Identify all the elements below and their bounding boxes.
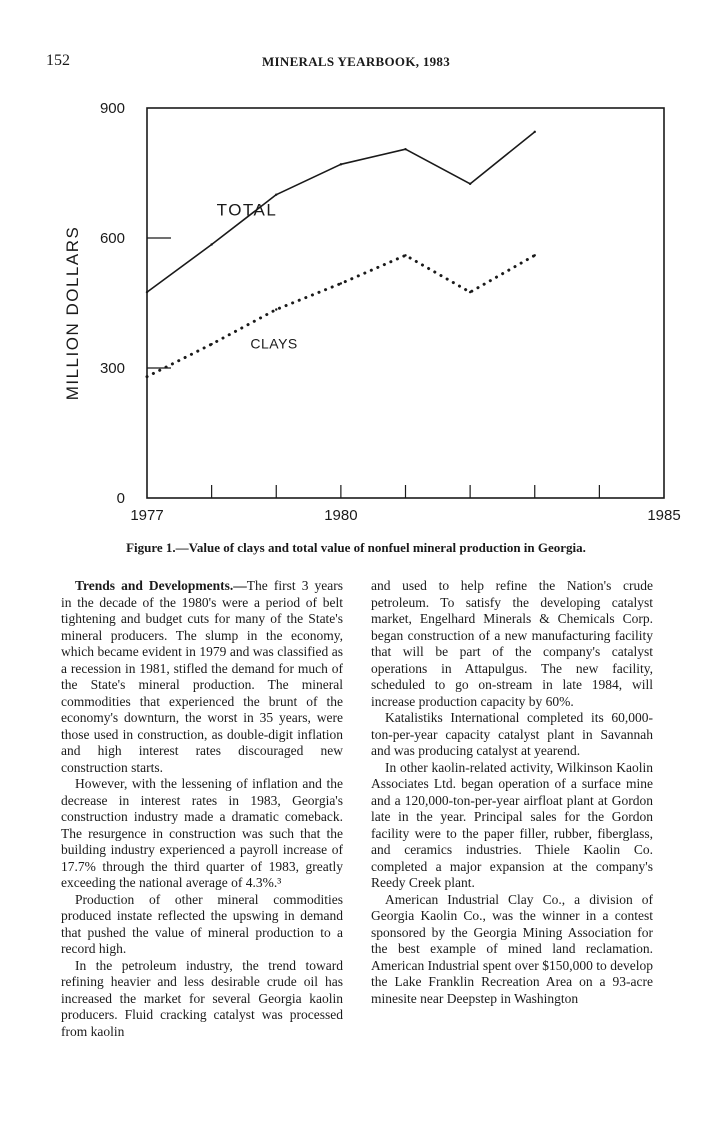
paragraph (61, 578, 343, 776)
data-point-total (210, 243, 212, 245)
paragraph-text: In the petroleum industry, the trend toward refining heavier and less desirable crude oil has increased the market for several Georgia kaolin producers. Fluid cracking catalyst was processed from kaolin (61, 957, 343, 1039)
y-axis-title: MILLION DOLLARS (63, 225, 82, 401)
body-column-right (371, 578, 653, 1007)
page-number: 152 (46, 52, 70, 69)
data-point-total (146, 291, 148, 293)
data-point-total (340, 163, 342, 165)
series-line-clays (147, 255, 535, 376)
data-point-clays (404, 254, 406, 256)
data-point-total (404, 148, 406, 150)
paragraph (61, 958, 343, 1041)
line-chart (0, 90, 712, 535)
paragraph (61, 892, 343, 958)
data-point-clays (340, 282, 342, 284)
paragraph (371, 892, 653, 1008)
paragraph (371, 578, 653, 710)
chart-series (146, 131, 536, 378)
x-tick-label: 1980 (324, 507, 358, 524)
y-tick-label: 0 (116, 490, 125, 507)
y-tick-label: 600 (99, 230, 125, 247)
data-point-total (534, 131, 536, 133)
paragraph (61, 776, 343, 892)
data-point-total (275, 193, 277, 195)
paragraph (371, 760, 653, 892)
data-point-clays (146, 375, 148, 377)
paragraph (371, 710, 653, 760)
plot-frame (147, 108, 664, 498)
x-tick-label: 1977 (130, 507, 164, 524)
data-point-clays (469, 291, 471, 293)
x-tick-label: 1985 (647, 507, 681, 524)
y-tick-label: 300 (99, 360, 125, 377)
paragraph-text: and used to help refine the Nation's crude petroleum. To satisfy the developing catalyst market, Engelhard Minerals & Chemicals Corp. began construction of a new manufacturing facility that will be part of the company's catalyst operations in Attapulgus. The new facility, scheduled to go on-stream in late 1984, will increase production capacity by 60%. (371, 578, 653, 709)
series-label-clays: CLAYS (250, 335, 298, 352)
data-point-clays (210, 343, 212, 345)
chart-labels (63, 100, 681, 524)
chart-axes (147, 108, 664, 498)
paragraph-text: Katalistiks International completed its 60,000-ton-per-year capacity catalyst plant in Savannah and was producing catalyst at yearend. (371, 710, 653, 758)
data-point-clays (534, 254, 536, 256)
series-label-total: TOTAL (216, 200, 278, 220)
paragraph-text: The first 3 years in the decade of the 1980's were a period of belt tightening and budget cuts for many of the State's mineral producers. The slump in the economy, which became evident in 1979 and was classified as a recession in 1981, stifled the demand for much of the State's mineral production. The mineral commodities that experienced the brunt of the economy's downturn, the worst in 35 years, were those used in construction, as double-digit inflation and high interest rates discouraged new construction starts. (61, 578, 343, 775)
figure-caption: Figure 1.—Value of clays and total value of nonfuel mineral production in Georgia. (126, 540, 586, 555)
section-heading: Trends and Developments.— (75, 578, 247, 593)
paragraph-text: In other kaolin-related activity, Wilkinson Kaolin Associates Ltd. began operation of a surface mine and a 120,000-ton-per-year airfloat plant at Gordon late in the year. Principal sales for the Gordon facility were to the paper filler, rubber, fiberglass, and ceramics industries. Thiele Kaolin Co. completed a major expansion at the company's Reedy Creek plant. (371, 759, 653, 890)
paragraph-text: However, with the lessening of inflation and the decrease in interest rates in 1983, Georgia's construction industry made a dramatic comeback. The resurgence in construction was such that the building industry experienced a payroll increase of 17.7% through the third quarter of 1983, greatly exceeding the national average of 4.3%.³ (61, 776, 343, 890)
paragraph-text: Production of other mineral commodities produced instate reflected the upswing in demand that pushed the value of mineral production to a record high. (61, 891, 343, 956)
chart-ticks (147, 238, 599, 498)
paragraph-text: American Industrial Clay Co., a division of Georgia Kaolin Co., was the winner in a contest sponsored by the Georgia Mining Association for the best example of mined land reclamation. American Industrial spent over $150,000 to develop the Lake Franklin Recreation Area on a 93-acre minesite near Deepstep in Washington (371, 891, 653, 1006)
y-tick-label: 900 (99, 100, 125, 117)
data-point-total (469, 183, 471, 185)
body-column-left (61, 578, 343, 1040)
data-point-clays (275, 308, 277, 310)
running-title: MINERALS YEARBOOK, 1983 (261, 54, 451, 69)
series-line-total (147, 132, 535, 292)
